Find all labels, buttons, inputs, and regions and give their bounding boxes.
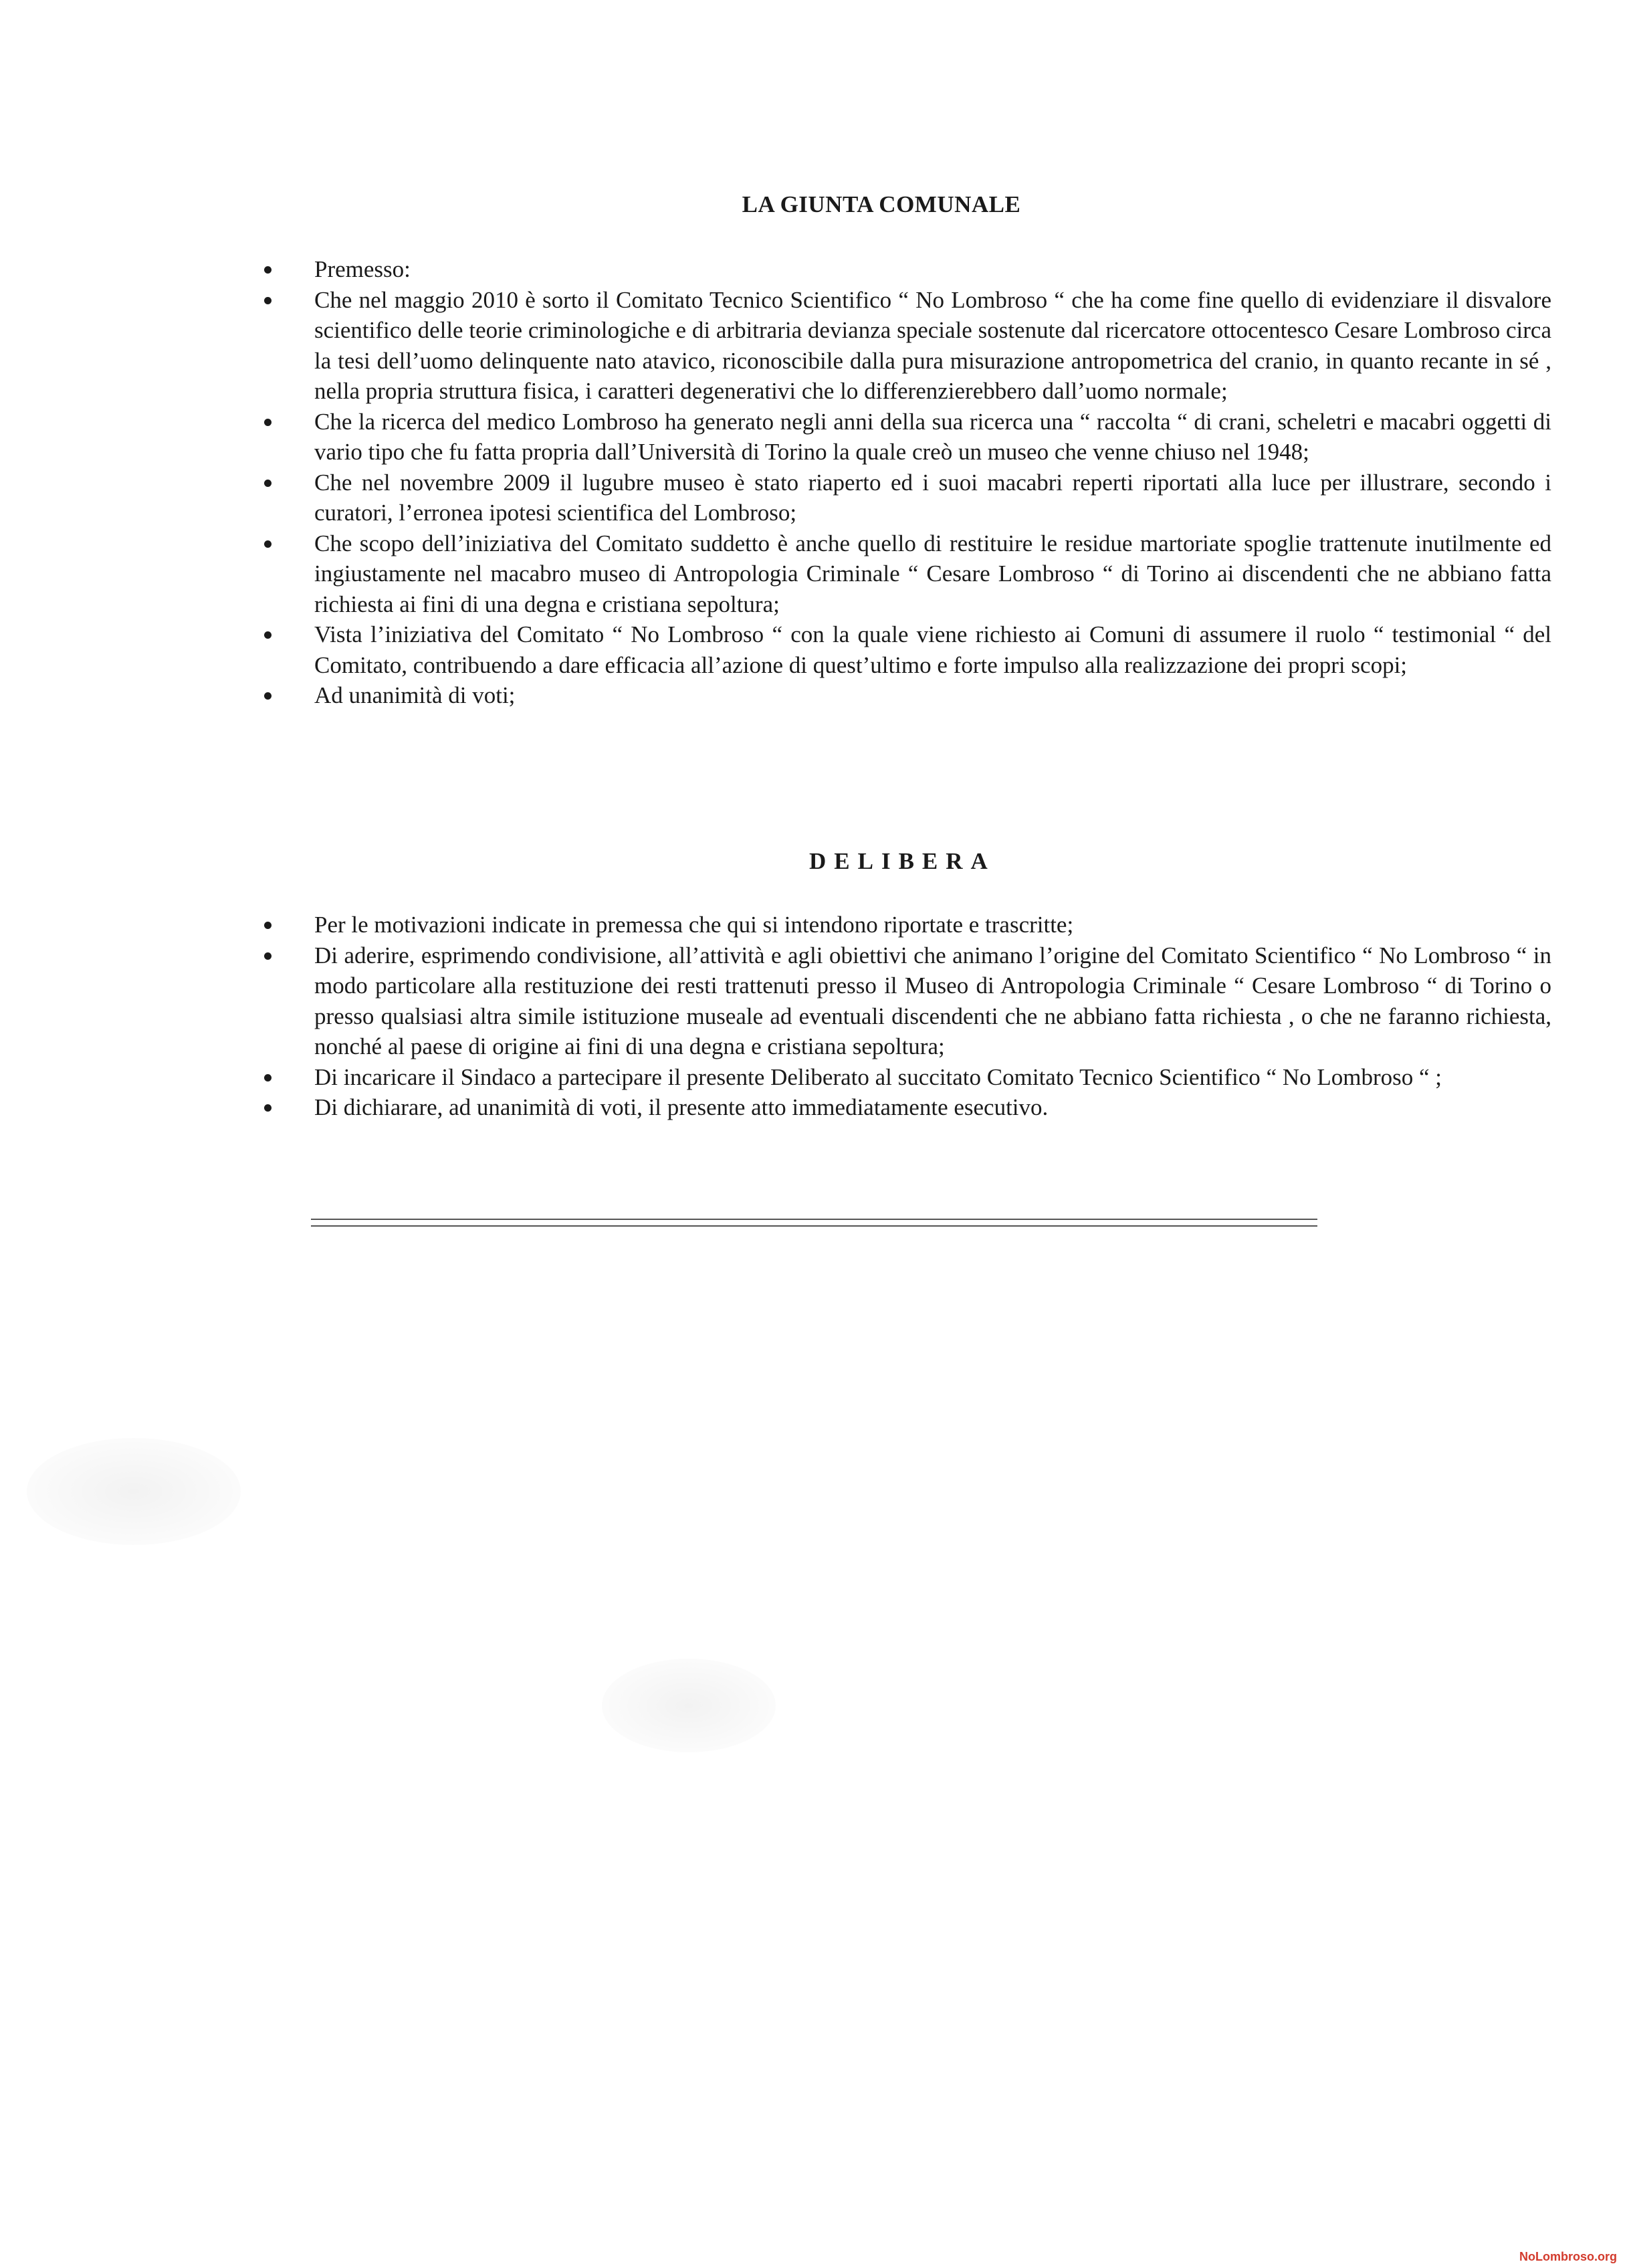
list-item: Vista l’iniziativa del Comitato “ No Lombroso “ con la quale viene richiesto ai Comuni di assumere il ruolo “ testimonial “ del Comitato, contribuendo a dare efficacia all’azione di quest’ultimo e forte impulso alla realizzazione dei propri scopi; (264, 619, 1551, 680)
list-item: Ad unanimità di voti; (264, 680, 1551, 711)
document-title: LA GIUNTA COMUNALE (742, 191, 1021, 217)
separator-dashes (311, 1220, 1317, 1223)
list-item: Che la ricerca del medico Lombroso ha generato negli anni della sua ricerca una “ raccolta “ di crani, scheletri e macabri oggetti di vario tipo che fu fatta propria dall’Università di Torino la quale creò un museo che venne chiuso nel 1948; (264, 407, 1551, 468)
list-item: Di incaricare il Sindaco a partecipare il presente Deliberato al succitato Comitato Tecnico Scientifico “ No Lombroso “ ; (264, 1062, 1551, 1093)
list-item: Di dichiarare, ad unanimità di voti, il presente atto immediatamente esecutivo. (264, 1092, 1551, 1123)
scan-smudge (602, 1659, 776, 1752)
list-item: Che scopo dell’iniziativa del Comitato suddetto è anche quello di restituire le residue martoriate spoglie trattenute inutilmente ed ingiustamente nel macabro museo di Antropologia Criminale “ Cesare Lombroso “ di Torino ai discendenti che ne abbiano fatta richiesta ai fini di una degna e cristiana sepoltura; (264, 528, 1551, 620)
site-watermark: NoLombroso.org (1519, 2250, 1617, 2263)
resolutions-list (264, 910, 1551, 1123)
list-item: Che nel novembre 2009 il lugubre museo è stato riaperto ed i suoi macabri reperti riportati alla luce per illustrare, secondo i curatori, l’erronea ipotesi scientifica del Lombroso; (264, 468, 1551, 528)
premises-list (264, 254, 1551, 711)
list-item: Premesso: (264, 254, 1551, 285)
resolution-heading: DELIBERA (809, 848, 996, 874)
list-item: Che nel maggio 2010 è sorto il Comitato Tecnico Scientifico “ No Lombroso “ che ha come fine quello di evidenziare il disvalore scientifico delle teorie criminologiche e di arbitraria devianza speciale sostenute dal ricercatore ottocentesco Cesare Lombroso circa la tesi dell’uomo delinquente nato atavico, riconoscibile dalla pura misurazione antropometrica del cranio, in quanto recante in sé , nella propria struttura fisica, i caratteri degenerativi che lo differenzierebbero dall’uomo normale; (264, 285, 1551, 407)
list-item: Per le motivazioni indicate in premessa che qui si intendono riportate e trascritte; (264, 910, 1551, 940)
list-item: Di aderire, esprimendo condivisione, all’attività e agli obiettivi che animano l’origine del Comitato Scientifico “ No Lombroso “ in modo particolare alla restituzione dei resti trattenuti presso il Museo di Antropologia Criminale “ Cesare Lombroso “ di Torino o presso qualsiasi altra simile istituzione museale ad eventuali discendenti che ne abbiano fatta richiesta , o che ne faranno richiesta, nonché al paese di origine ai fini di una degna e cristiana sepoltura; (264, 940, 1551, 1062)
scan-smudge (27, 1438, 241, 1545)
